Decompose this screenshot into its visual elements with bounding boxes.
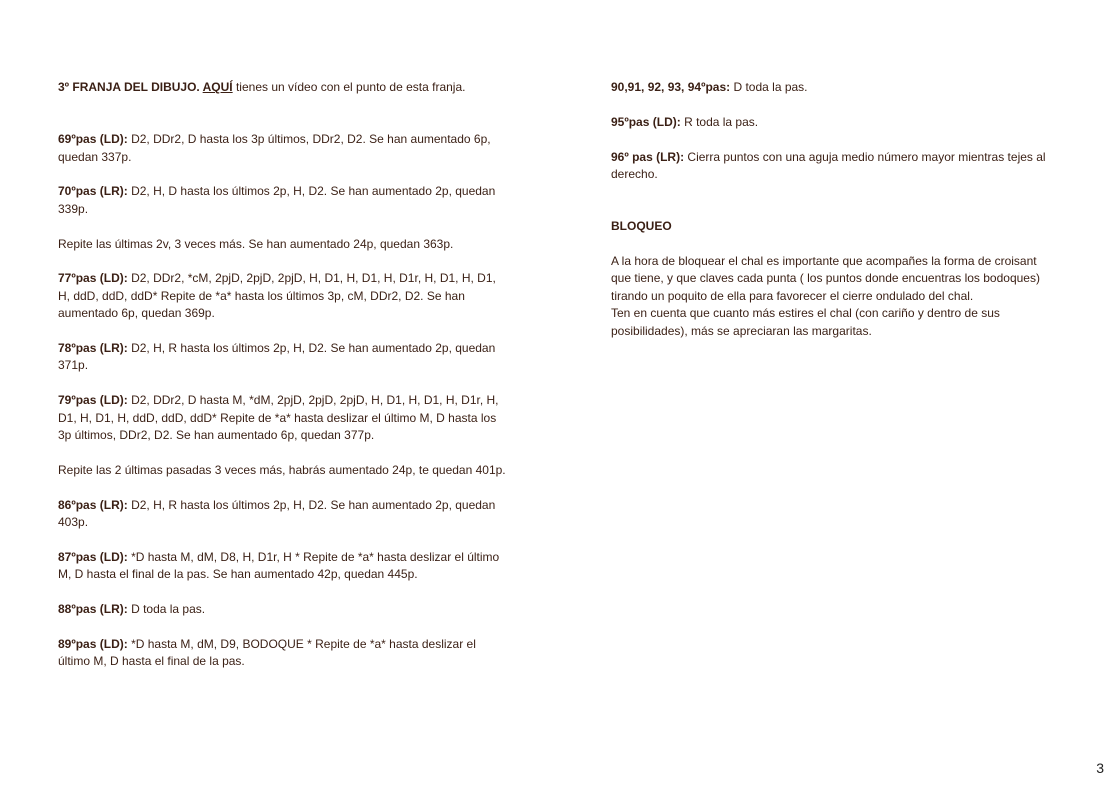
row-text: Repite las últimas 2v, 3 veces más. Se han aumentado 24p, quedan 363p. bbox=[58, 236, 454, 251]
repeat-instruction bbox=[58, 462, 510, 479]
section-intro-title: 3º FRANJA DEL DIBUJO. bbox=[58, 80, 203, 94]
row-instruction bbox=[58, 183, 510, 218]
row-text: Repite las 2 últimas pasadas 3 veces más, habrás aumentado 24p, te quedan 401p. bbox=[58, 462, 506, 477]
blocking-paragraph bbox=[611, 253, 1056, 340]
row-label: 79ºpas (LD): bbox=[58, 393, 128, 408]
row-text: D2, H, R hasta los últimos 2p, H, D2. Se han aumentado 2p, quedan 371p. bbox=[58, 341, 496, 373]
row-label: 78ºpas (LR): bbox=[58, 341, 128, 356]
row-instruction bbox=[58, 392, 510, 444]
row-label: 96º pas (LR): bbox=[611, 149, 685, 164]
row-instruction bbox=[611, 79, 1056, 96]
row-text: *D hasta M, dM, D9, BODOQUE * Repite de *a* hasta deslizar el último M, D hasta el final de la pas. bbox=[58, 636, 476, 669]
left-column bbox=[58, 79, 510, 688]
row-label: 86ºpas (LR): bbox=[58, 497, 128, 512]
row-instruction bbox=[611, 149, 1056, 184]
page-number: 3 bbox=[1096, 759, 1104, 776]
blocking-text-2: Ten en cuenta que cuanto más estires el chal (con cariño y dentro de sus posibilidades), más se apreciaran las margaritas. bbox=[611, 306, 1000, 338]
row-instruction bbox=[58, 497, 510, 532]
row-instruction bbox=[58, 131, 510, 166]
right-column bbox=[611, 79, 1056, 340]
row-text: D2, DDr2, D hasta M, *dM, 2pjD, 2pjD, 2pjD, H, D1, H, D1, H, D1r, H, D1, H, D1, H, ddD, ddD, ddD* Repite de *a* hasta deslizar el último M, D hasta los 3p últimos, DDr2, D2. Se han aumentado 6p, quedan 377p. bbox=[58, 393, 499, 443]
row-instruction bbox=[58, 340, 510, 375]
repeat-instruction bbox=[58, 236, 510, 253]
video-link[interactable]: AQUÍ bbox=[202, 80, 233, 94]
row-text: D2, DDr2, D hasta los 3p últimos, DDr2, D2. Se han aumentado 6p, quedan 337p. bbox=[58, 132, 491, 164]
section-intro-text: tienes un vídeo con el punto de esta franja. bbox=[232, 80, 466, 94]
row-instruction bbox=[58, 601, 510, 618]
row-text: Cierra puntos con una aguja medio número mayor mientras tejes al derecho. bbox=[611, 149, 1046, 181]
row-text: D2, H, R hasta los últimos 2p, H, D2. Se han aumentado 2p, quedan 403p. bbox=[58, 497, 496, 530]
row-text: D2, H, D hasta los últimos 2p, H, D2. Se han aumentado 2p, quedan 339p. bbox=[58, 184, 496, 216]
row-label: 77ºpas (LD): bbox=[58, 271, 128, 286]
row-instruction bbox=[58, 549, 510, 584]
row-instruction bbox=[58, 270, 510, 322]
row-label: 90,91, 92, 93, 94ºpas: bbox=[611, 80, 731, 94]
blocking-heading: BLOQUEO bbox=[611, 219, 672, 234]
row-text: R toda la pas. bbox=[680, 114, 759, 129]
blocking-text-1: A la hora de bloquear el chal es importante que acompañes la forma de croisant que tiene, y que claves cada punta ( los puntos donde encuentras los bodoques) tirando un poquito de ella para favorecer el cierre ondulado del chal. bbox=[611, 254, 1040, 303]
row-text: D toda la pas. bbox=[730, 80, 808, 94]
section-intro bbox=[58, 79, 510, 96]
row-label: 95ºpas (LD): bbox=[611, 114, 681, 129]
row-text: D toda la pas. bbox=[127, 602, 206, 617]
row-text: *D hasta M, dM, D8, H, D1r, H * Repite de *a* hasta deslizar el último M, D hasta el final de la pas. Se han aumentado 42p, quedan 445p. bbox=[58, 549, 500, 582]
row-text: D2, DDr2, *cM, 2pjD, 2pjD, 2pjD, H, D1, H, D1, H, D1r, H, D1, H, D1, H, ddD, ddD, ddD* Repite de *a* hasta los últimos 3p, cM, DDr2, D2. Se han aumentado 6p, quedan 369p. bbox=[58, 271, 496, 321]
row-label: 88ºpas (LR): bbox=[58, 602, 128, 617]
row-instruction bbox=[611, 114, 1056, 131]
row-label: 69ºpas (LD): bbox=[58, 132, 128, 147]
row-label: 87ºpas (LD): bbox=[58, 549, 128, 564]
row-label: 70ºpas (LR): bbox=[58, 184, 128, 199]
row-instruction bbox=[58, 636, 510, 671]
row-label: 89ºpas (LD): bbox=[58, 636, 128, 651]
